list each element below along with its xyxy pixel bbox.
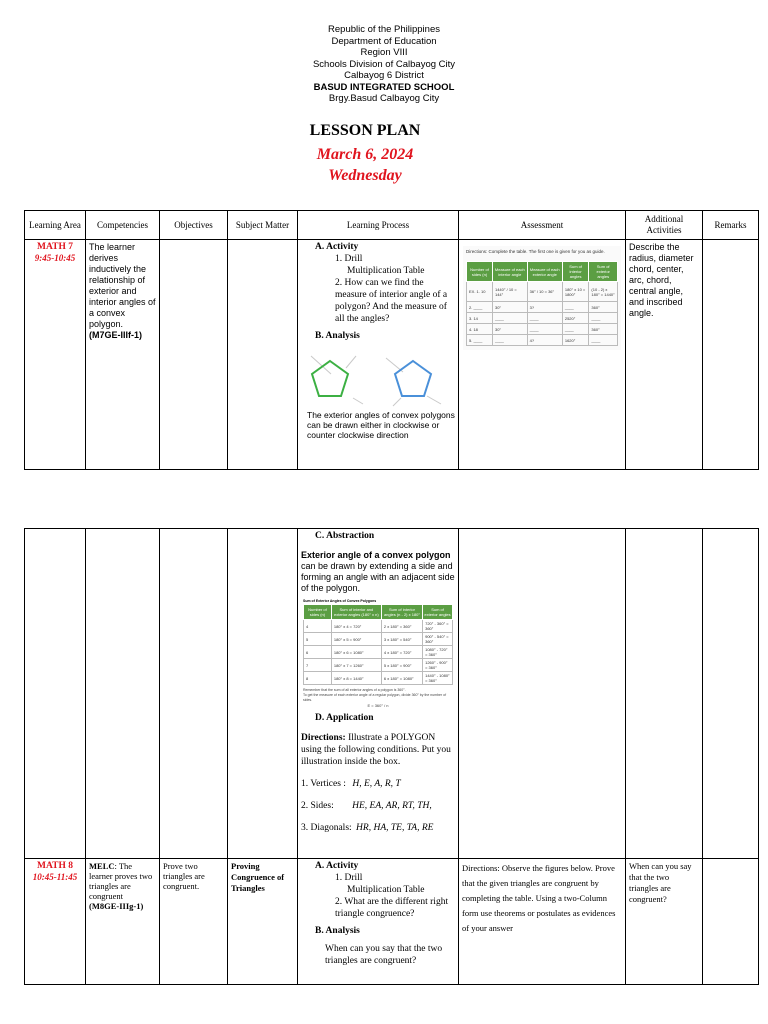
additional-activities-cell [626, 529, 703, 859]
lesson-day: Wednesday [328, 167, 402, 184]
abstraction-bold: Exterior angle of a convex polygon [301, 550, 451, 560]
sum-formula: E = 360° / n [367, 703, 389, 708]
pentagon-figures [301, 346, 455, 408]
col-header: Subject Matter [228, 211, 298, 240]
assessment-table [466, 261, 618, 346]
application-directions-label: Directions: [301, 733, 346, 743]
competency-text: The learner derives inductively the relationship of exterior and interior angles of a convex polygon. [89, 242, 156, 329]
sum-table-caption: Sum of Exterior Angles of Convex Polygons [303, 599, 377, 603]
drill-item: 1. Drill [335, 254, 363, 264]
diagonals-label: 3. Diagonals: [301, 823, 352, 833]
table-cell: 1440° - 1080° = 360° [423, 672, 453, 685]
table-cell: (10 - 2) x 180° = 1440° [589, 282, 618, 302]
sum-table-note: To get the measure of each exterior angle of a regular polygon, divide 360° by the number of sides. [303, 693, 447, 702]
table-cell: ____ [589, 335, 618, 346]
vertices-value: H, E, A, R, T [352, 779, 401, 789]
objectives-cell [160, 240, 228, 470]
remarks-cell [703, 529, 759, 859]
table-cell: 2 x 180° = 360° [381, 620, 422, 633]
additional-activities-cell [626, 859, 703, 985]
vertices-line [301, 778, 455, 790]
table-cell: ____ [527, 313, 562, 324]
assessment-worksheet [463, 246, 621, 350]
table-cell: 180° x 8 = 1440° [331, 672, 381, 685]
col-header: Additional Activities [626, 211, 703, 240]
table-cell: 180° x 4 = 720° [331, 620, 381, 633]
table-cell: 6 x 180° = 1080° [381, 672, 422, 685]
table-cell: ____ [492, 313, 527, 324]
drill-subitem: Multiplication Table [347, 266, 425, 276]
objective-text: Prove two triangles are congruent. [163, 861, 205, 891]
activity-heading: A. Activity [315, 861, 359, 871]
subject-matter-text: Proving Congruence of Triangles [231, 861, 285, 893]
learning-process-cell [298, 529, 459, 859]
objectives-cell [160, 859, 228, 985]
assessment-cell [459, 859, 626, 985]
learning-area-name: MATH 7 [37, 242, 73, 252]
question-item: 2. How can we find the measure of interior angle of a polygon? And the measure of all the angles? [335, 278, 448, 324]
table-cell: ____ [492, 335, 527, 346]
table-cell: 36° / 10 = 36° [527, 282, 562, 302]
table-cell: 900° - 540° = 360° [423, 633, 453, 646]
table-cell: 1620° [562, 335, 589, 346]
sum-table-header: Sum of interior angles (n - 2) x 180° [381, 605, 422, 620]
table-cell: 5. ____ [467, 335, 493, 346]
remarks-cell [703, 859, 759, 985]
table-cell: ____ [589, 313, 618, 324]
analysis-heading: B. Analysis [315, 926, 360, 936]
school-name: BASUD INTEGRATED SCHOOL [313, 81, 455, 93]
table-cell: 180° x 6 = 1080° [331, 646, 381, 659]
table-cell: 5 x 180° = 900° [381, 659, 422, 672]
question-item: 2. What are the different right triangle congruence? [335, 897, 449, 919]
sides-label: 2. Sides: [301, 801, 334, 811]
sides-line [301, 800, 455, 812]
competency-melc-label: MELC [89, 861, 115, 871]
abstraction-heading: C. Abstraction [315, 531, 375, 541]
table-cell: 30° [492, 324, 527, 335]
assessment-table-header: Sum of exterior angles [589, 262, 618, 282]
sum-table-note: Remember that the sum of all exterior angles of a polygon is 360°. [303, 688, 406, 692]
additional-activities-cell [626, 240, 703, 470]
table-cell: 360° [589, 302, 618, 313]
remarks-cell [703, 240, 759, 470]
activity-heading: A. Activity [315, 242, 359, 252]
header-line: Calbayog 6 District [344, 70, 424, 81]
table-cell: 180° x 7 = 1260° [331, 659, 381, 672]
table-cell: 2. ____ [467, 302, 493, 313]
abstraction-paragraph [301, 550, 455, 594]
table-cell: ____ [562, 302, 589, 313]
application-directions-text: Illustrate a POLYGON using the following conditions. Put you illustration inside the box. [301, 733, 451, 767]
analysis-text: When can you say that the two triangles are congruent? [325, 944, 443, 966]
sum-table-header: Number of sides (n) [304, 605, 332, 620]
assessment-table-header: Number of sides (n) [467, 262, 493, 282]
col-header: Learning Process [298, 211, 459, 240]
table-cell: 720° - 360° = 360° [423, 620, 453, 633]
application-heading: D. Application [315, 713, 374, 723]
analysis-heading: B. Analysis [315, 331, 360, 341]
learning-area-name: MATH 8 [37, 861, 73, 871]
sum-table-figure [301, 599, 455, 709]
sum-table [303, 604, 453, 685]
assessment-text: Directions: Observe the figures below. Prove that the given triangles are congruent by completing the table. Using a two-Column form use theorems or postulates as evidences of your answer [462, 863, 616, 933]
pentagon-diagram [301, 346, 456, 408]
abstraction-text: can be drawn by extending a side and forming an angle with an adjacent side of the polygon. [301, 561, 455, 593]
competency-cell [86, 240, 160, 470]
school-address: Brgy.Basud Calbayog City [328, 93, 440, 104]
sides-value: HE, EA, AR, RT, TH, [352, 801, 432, 811]
learning-area-cell [25, 859, 86, 985]
table-cell: 2520° [562, 313, 589, 324]
sum-table-header: Sum of interior and exterior angles (180° x n) [331, 605, 381, 620]
assessment-table-header: Measure of each exterior angle [527, 262, 562, 282]
additional-activities-text: When can you say that the two triangles are congruent? [629, 861, 692, 904]
col-header: Competencies [86, 211, 160, 240]
lesson-date: March 6, 2024 [316, 146, 414, 163]
table-cell: 3? [527, 302, 562, 313]
table-cell: 1440° / 10 = 144° [492, 282, 527, 302]
table-cell: 4 x 180° = 720° [381, 646, 422, 659]
table-cell: 360° [589, 324, 618, 335]
lesson-plan-table-continued [24, 528, 759, 985]
table-cell: 6 [304, 646, 332, 659]
table-cell: 4? [527, 335, 562, 346]
learning-area-cell [25, 529, 86, 859]
competency-cell [86, 529, 160, 859]
table-cell: 3. 14 [467, 313, 493, 324]
competency-text: : The learner proves two triangles are congruent [89, 861, 153, 901]
table-cell: 1260° - 900° = 360° [423, 659, 453, 672]
competency-cell [86, 859, 160, 985]
table-cell: 3 x 180° = 540° [381, 633, 422, 646]
document-header [0, 24, 768, 105]
learning-area-cell [25, 240, 86, 470]
assessment-cell [459, 240, 626, 470]
col-header: Objectives [160, 211, 228, 240]
table-cell: ____ [527, 324, 562, 335]
assessment-table-header: Sum of interior angles [562, 262, 589, 282]
subject-matter-cell [228, 859, 298, 985]
table-cell: 7 [304, 659, 332, 672]
competency-code: (M7GE-IIIf-1) [89, 330, 142, 340]
additional-activities-text: Describe the radius, diameter chord, center, arc, chord, central angle, and inscribed angle. [629, 242, 694, 318]
col-header: Assessment [459, 211, 626, 240]
table-cell: 1080° - 720° = 360° [423, 646, 453, 659]
table-cell: 4. 18 [467, 324, 493, 335]
table-cell: EX. 1. 10 [467, 282, 493, 302]
application-directions [301, 732, 455, 768]
table-cell: 8 [304, 672, 332, 685]
table-cell: ____ [562, 324, 589, 335]
drill-item: 1. Drill [335, 873, 363, 883]
learning-area-time: 9:45-10:45 [34, 253, 76, 263]
table-cell: 30° [492, 302, 527, 313]
analysis-text: The exterior angles of convex polygons can be drawn either in clockwise or counter clockwise direction [307, 410, 455, 440]
diagonals-value: HR, HA, TE, TA, RE [356, 823, 434, 833]
objectives-cell [160, 529, 228, 859]
header-line: Republic of the Philippines [328, 24, 440, 35]
assessment-table-header: Measure of each interior angle [492, 262, 527, 282]
lesson-plan-table [24, 210, 759, 470]
table-cell: 180° x 10 = 1800° [562, 282, 589, 302]
header-line: Region VIII [360, 47, 408, 58]
learning-area-time: 10:45-11:45 [32, 872, 78, 882]
vertices-label: 1. Vertices : [301, 779, 346, 789]
table-cell: 5 [304, 633, 332, 646]
learning-process-cell [298, 859, 459, 985]
assessment-directions: Directions: Complete the table. The first one is given for you as guide. [466, 249, 605, 254]
learning-process-cell [298, 240, 459, 470]
drill-subitem: Multiplication Table [347, 885, 425, 895]
col-header: Remarks [703, 211, 759, 240]
subject-matter-cell [228, 240, 298, 470]
competency-code: (M8GE-IIIg-1) [89, 901, 144, 911]
header-line: Schools Division of Calbayog City [312, 58, 456, 70]
subject-matter-cell [228, 529, 298, 859]
diagonals-line [301, 822, 455, 834]
table-cell: 4 [304, 620, 332, 633]
table-cell: 180° x 5 = 900° [331, 633, 381, 646]
page-title: LESSON PLAN [309, 122, 421, 139]
assessment-cell [459, 529, 626, 859]
sum-table-header: Sum of exterior angles [423, 605, 453, 620]
header-line: Department of Education [331, 35, 437, 47]
col-header: Learning Area [25, 211, 86, 240]
